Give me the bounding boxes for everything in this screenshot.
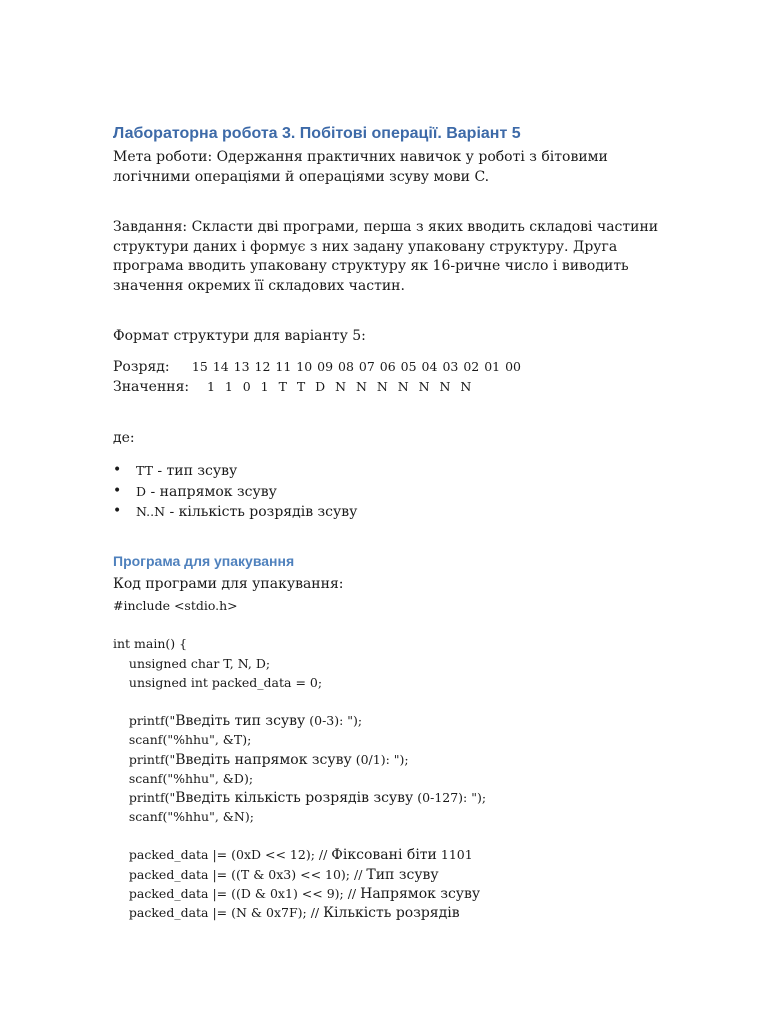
code-segment: printf(": [113, 789, 176, 805]
code-segment: packed_data |= ((D & 0x1) << 9); //: [113, 885, 361, 901]
code-line: [113, 788, 486, 807]
values-values: 1 1 0 1 T T D N N N N N N N: [206, 379, 472, 394]
bullet-icon: •: [113, 462, 122, 478]
code-string: Введіть тип зсуву: [175, 713, 306, 730]
legend-text: - тип зсуву: [152, 463, 238, 479]
bullet-icon: •: [113, 503, 122, 519]
code-line: scanf("%hhu", &D);: [113, 770, 254, 786]
code-segment: printf(": [113, 751, 176, 767]
list-item: [113, 502, 357, 523]
code-line: [113, 865, 486, 884]
legend-list: [113, 461, 357, 523]
section-heading: Програма для упакування: [113, 553, 295, 569]
code-intro: Код програми для упакування:: [113, 576, 344, 592]
code-segment: packed_data |= (0xD << 12); //: [113, 847, 332, 863]
code-line: unsigned char T, N, D;: [113, 655, 271, 671]
legend-code: TT: [136, 463, 153, 478]
bits-values: 15 14 13 12 11 10 09 08 07 06 05 04 03 02 01 00: [191, 359, 521, 374]
code-line: [113, 903, 486, 922]
bits-row: [113, 359, 521, 375]
code-line-blank: [113, 692, 486, 711]
code-block: [113, 596, 486, 922]
legend-text: - напрямок зсуву: [146, 483, 277, 500]
code-segment: (0-127): ");: [413, 789, 487, 805]
code-line: [113, 845, 486, 864]
code-string: Введіть напрямок зсуву: [175, 751, 352, 768]
code-line: int main() {: [113, 636, 188, 652]
code-segment: (0-3): ");: [305, 713, 363, 729]
code-segment: printf(": [113, 713, 176, 729]
task-line-1: Завдання: Скласти дві програми, перша з яких вводить складові частини: [113, 219, 659, 235]
code-line: #include <stdio.h>: [113, 598, 238, 613]
code-segment: 1101: [436, 847, 473, 863]
code-line: unsigned int packed_data = 0;: [113, 674, 323, 690]
code-line: [113, 884, 486, 903]
document-title: Лабораторна робота 3. Побітові операції. Варіант 5: [113, 125, 521, 142]
goal-line-1: Мета роботи: Одержання практичних навичок у роботі з бітовими: [113, 149, 608, 165]
format-heading: Формат структури для варіанту 5:: [113, 328, 366, 344]
code-line-blank: [113, 615, 486, 634]
where-label: де:: [113, 430, 135, 446]
values-label: Значення:: [113, 379, 190, 395]
task-paragraph: [113, 218, 658, 296]
code-comment: Тип зсуву: [366, 866, 439, 883]
code-line-blank: [113, 826, 486, 845]
legend-code: N..N: [136, 504, 166, 519]
legend-code: D: [136, 483, 147, 499]
code-line: [113, 750, 486, 769]
bits-label: Розряд:: [113, 359, 170, 375]
code-segment: packed_data |= (N & 0x7F); //: [113, 905, 324, 920]
code-line: scanf("%hhu", &N);: [113, 809, 254, 825]
code-string: Введіть кількість розрядів зсуву: [175, 789, 414, 806]
code-line: [113, 711, 486, 730]
code-comment: Кількість розрядів: [323, 905, 460, 921]
task-line-2: структури даних і формує з них задану упаковану структуру. Друга: [113, 238, 618, 255]
list-item: [113, 482, 357, 503]
goal-paragraph: [113, 148, 608, 187]
bullet-icon: •: [113, 482, 122, 499]
task-line-4: значення окремих її складових частин.: [113, 277, 405, 294]
code-comment: Напрямок зсуву: [360, 885, 481, 902]
code-line: scanf("%hhu", &T);: [113, 732, 252, 748]
code-comment: Фіксовані біти: [331, 847, 437, 864]
legend-text: - кількість розрядів зсуву: [165, 504, 358, 520]
code-segment: (0/1): ");: [351, 751, 409, 767]
values-row: [113, 379, 471, 395]
code-segment: packed_data |= ((T & 0x3) << 10); //: [113, 866, 367, 882]
list-item: [113, 461, 357, 482]
task-line-3: програма вводить упаковану структуру як 16-ричне число і виводить: [113, 258, 629, 274]
goal-line-2: логічними операціями й операціями зсуву мови C.: [113, 168, 490, 185]
